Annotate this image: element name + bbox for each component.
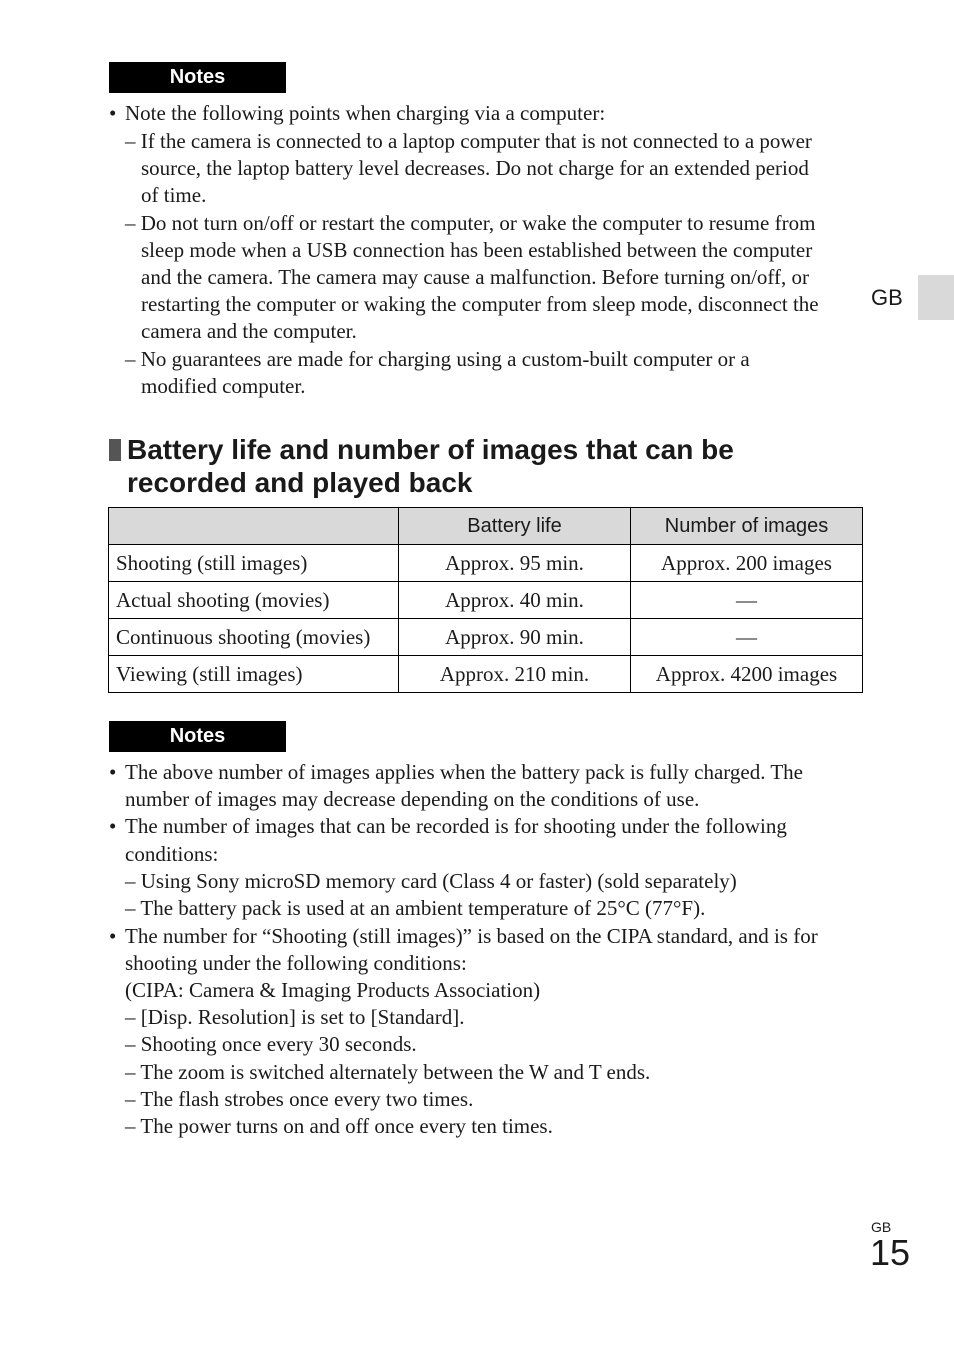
- note-line: camera and the computer.: [141, 319, 357, 343]
- notes-label: Notes: [109, 62, 286, 93]
- page-region-label: GB: [871, 1219, 892, 1235]
- table-cell: Continuous shooting (movies): [109, 619, 399, 656]
- bullet-icon: •: [109, 760, 117, 784]
- section-title: recorded and played back: [127, 467, 473, 498]
- note-line: sleep mode when a USB connection has been established between the computer: [141, 238, 813, 262]
- battery-table: [108, 507, 863, 693]
- table-cell: Approx. 210 min.: [399, 656, 631, 693]
- table-row: [109, 619, 863, 656]
- table-cell: Shooting (still images): [109, 545, 399, 582]
- note-line: – Do not turn on/off or restart the computer, or wake the computer to resume from: [125, 211, 816, 235]
- table-header-cell: Number of images: [631, 508, 863, 545]
- table-row: [109, 582, 863, 619]
- bullet-icon: •: [109, 814, 117, 838]
- table-cell: Approx. 90 min.: [399, 619, 631, 656]
- page-number: 15: [870, 1232, 911, 1273]
- note-line: Note the following points when charging via a computer:: [125, 101, 606, 125]
- note-line: – Shooting once every 30 seconds.: [125, 1032, 417, 1056]
- bullet-icon: •: [109, 924, 117, 948]
- note-line: – The zoom is switched alternately between the W and T ends.: [125, 1060, 651, 1084]
- note-line: (CIPA: Camera & Imaging Products Association): [125, 978, 541, 1002]
- section-title: Battery life and number of images that can be: [127, 434, 734, 465]
- note-line: – The battery pack is used at an ambient temperature of 25°C (77°F).: [125, 896, 706, 920]
- note-line: shooting under the following conditions:: [125, 951, 467, 975]
- table-header-row: [109, 508, 863, 545]
- note-line: The number for “Shooting (still images)” is based on the CIPA standard, and is for: [125, 924, 818, 948]
- note-line: – [Disp. Resolution] is set to [Standard].: [125, 1005, 465, 1029]
- table-cell: Viewing (still images): [109, 656, 399, 693]
- note-line: – If the camera is connected to a laptop computer that is not connected to a power: [125, 129, 812, 153]
- table-cell: —: [631, 619, 863, 656]
- note-line: of time.: [141, 183, 207, 207]
- note-line: number of images may decrease depending on the conditions of use.: [125, 787, 700, 811]
- table-cell: —: [631, 582, 863, 619]
- table-row: [109, 545, 863, 582]
- note-line: The above number of images applies when the battery pack is fully charged. The: [125, 760, 803, 784]
- note-line: source, the laptop battery level decreases. Do not charge for an extended period: [141, 156, 809, 180]
- table-cell: Approx. 95 min.: [399, 545, 631, 582]
- table-header-cell: Battery life: [399, 508, 631, 545]
- bullet-icon: •: [109, 101, 117, 125]
- table-cell: Approx. 40 min.: [399, 582, 631, 619]
- note-line: conditions:: [125, 842, 219, 866]
- table-cell: Approx. 4200 images: [631, 656, 863, 693]
- heading-marker-icon: [109, 439, 121, 461]
- note-line: restarting the computer or waking the computer from sleep mode, disconnect the: [141, 292, 819, 316]
- table-cell: Approx. 200 images: [631, 545, 863, 582]
- notes-label: Notes: [109, 721, 286, 752]
- note-line: – Using Sony microSD memory card (Class 4 or faster) (sold separately): [125, 869, 737, 893]
- note-line: – The flash strobes once every two times.: [125, 1087, 474, 1111]
- table-row: [109, 656, 863, 693]
- note-line: – The power turns on and off once every ten times.: [125, 1114, 553, 1138]
- table-header-cell: [109, 508, 399, 545]
- table-cell: Actual shooting (movies): [109, 582, 399, 619]
- side-tab-label: GB: [871, 285, 903, 310]
- note-line: and the camera. The camera may cause a malfunction. Before turning on/off, or: [141, 265, 810, 289]
- note-line: The number of images that can be recorded is for shooting under the following: [125, 814, 787, 838]
- side-tab-marker: [918, 275, 954, 320]
- note-line: – No guarantees are made for charging using a custom-built computer or a: [125, 347, 750, 371]
- note-line: modified computer.: [141, 374, 306, 398]
